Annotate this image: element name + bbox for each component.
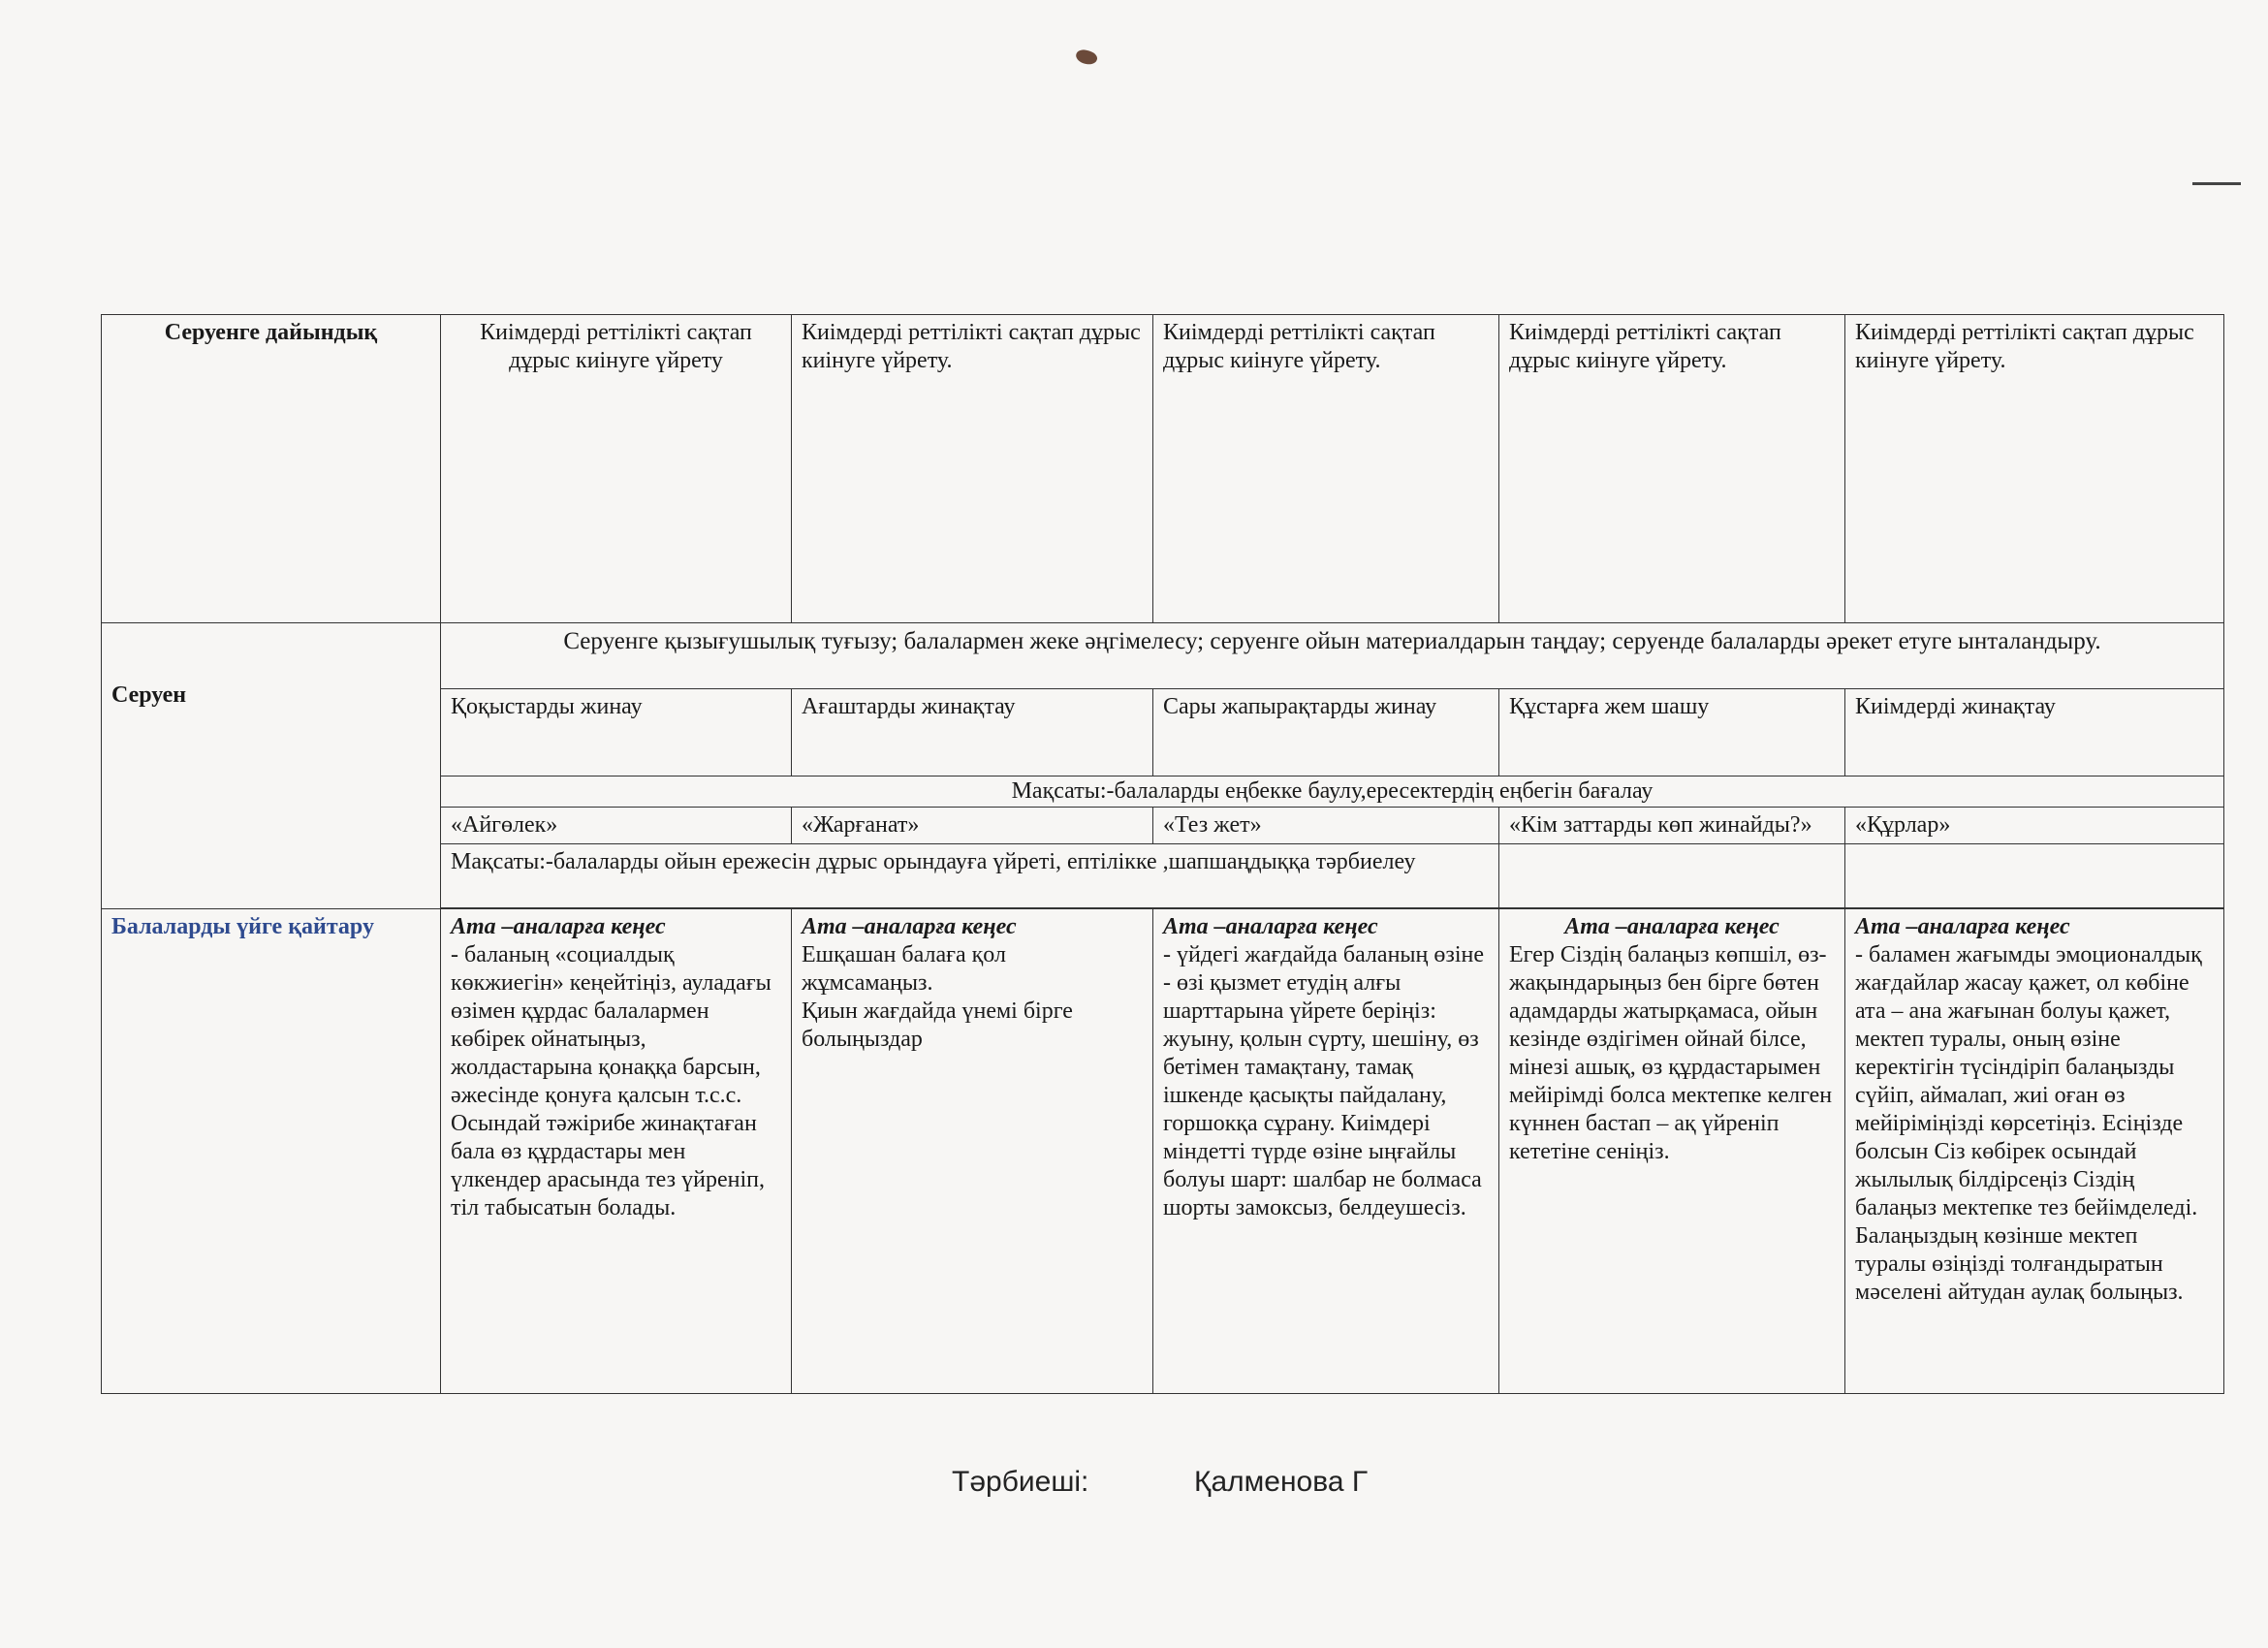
walk-task-4: Құстарға жем шашу (1499, 689, 1845, 776)
walk-prep-cell-4: Киімдерді реттілікті сақтап дұрыс киінуге үйрету. (1499, 315, 1845, 623)
advice-title: Ата –аналарға кеңес (451, 914, 666, 939)
walk-game-1: «Айгөлек» (441, 808, 792, 844)
walk-game-5: «Құрлар» (1845, 808, 2224, 844)
daily-plan-table (101, 314, 2224, 1394)
game-goal-empty-1 (1499, 844, 1845, 908)
row-label-walk-prep: Серуенге дайындық (102, 315, 441, 623)
advice-body: Егер Сіздің балаңыз көпшіл, өз-жақындарыңыз бен бірге бөтен адамдарды жатырқамаса, ойын кезінде өздігімен ойнай білсе, мінезі ашық, өз құрдастарымен мейірімді болса мектепке келген күннен бастап – ақ үйреніп кететіне сеніңіз. (1509, 942, 1833, 1164)
educator-role: Тәрбиеші: (952, 1466, 1089, 1498)
walk-prep-cell-3: Киімдерді реттілікті сақтап дұрыс киінуге үйрету. (1153, 315, 1499, 623)
educator-name: Қалменова Г (1194, 1466, 1369, 1498)
walk-task-1: Қоқыстарды жинау (441, 689, 792, 776)
game-goal-empty-2 (1845, 844, 2224, 908)
walk-task-2: Ағаштарды жинақтау (792, 689, 1153, 776)
walk-task-5: Киімдерді жинақтау (1845, 689, 2224, 776)
row-home (102, 909, 2224, 1394)
advice-title: Ата –аналарға кеңес (802, 914, 1017, 939)
advice-body: Ешқашан балаға қол жұмсамаңыз. Қиын жағдайда үнемі бірге болыңыздар (802, 942, 1073, 1052)
row-label-home: Балаларды үйге қайтару (102, 909, 441, 1394)
advice-body: - үйдегі жағдайда баланың өзіне - өзі қызмет етудің алғы шарттарына үйрете беріңіз: жуыну, қолын сүрту, шешіну, өз бетімен тамақтану, тамақ ішкенде қасықты пайдалану, горшокқа сұрану. Киімдері міндетті түрде өзіне ыңғайлы болуы шарт: шалбар не болмаса шорты замоксыз, белдеушесіз. (1163, 942, 1485, 1220)
walk-task-3: Сары жапырақтарды жинау (1153, 689, 1499, 776)
game-goal: Мақсаты:-балаларды ойын ережесін дұрыс орындауға үйреті, ептілікке ,шапшаңдыққа тәрбиелеу (441, 844, 1499, 908)
advice-title: Ата –аналарға кеңес (1855, 914, 2070, 939)
advice-body: - баламен жағымды эмоционалдық жағдайлар жасау қажет, ол көбіне ата – ана жағынан болуы қажет, мектеп туралы, оның өзіне керектігін түсіндіріп балаңызды сүйіп, аймалап, жиі оған өз мейіріміңізді көрсетіңіз. Есіңізде болсын Сіз көбірек осындай жылылық білдірсеңіз Сіздің балаңыз мектепке тез бейімделеді. Балаңыздың көзінше мектеп туралы өзіңізді толғандыратын мәселені айтудан аулақ болыңыз. (1855, 942, 2202, 1305)
walk-prep-cell-2: Киімдерді реттілікті сақтап дұрыс киінуге үйрету. (792, 315, 1153, 623)
scan-speck (1074, 48, 1098, 68)
walk-game-2: «Жарғанат» (792, 808, 1153, 844)
advice-body: - баланың «социалдық көкжиегін» кеңейтіңіз, ауладағы өзімен құрдас балалармен көбірек ойнатыңыз, жолдастарына қонаққа барсын, әжесінде қонуға қалсын т.с.с. Осындай тәжірибе жинақтаған бала өз құрдастары мен үлкендер арасында тез үйреніп, тіл табысатын болады. (451, 942, 772, 1220)
home-cell-5 (1845, 909, 2224, 1394)
walk-intro: Серуенге қызығушылық туғызу; балалармен жеке әңгімелесу; серуенге ойын материалдарын таңдау; серуенде балаларды әрекет етуге ынталандыру. (441, 623, 2224, 689)
advice-title: Ата –аналарға кеңес (1564, 914, 1780, 939)
advice-title: Ата –аналарға кеңес (1163, 914, 1378, 939)
signature-line (952, 1466, 1369, 1499)
row-walk-prep (102, 315, 2224, 623)
walk-game-4: «Кім заттарды көп жинайды?» (1499, 808, 1845, 844)
home-cell-1 (441, 909, 792, 1394)
home-cell-3 (1153, 909, 1499, 1394)
home-cell-2 (792, 909, 1153, 1394)
walk-game-3: «Тез жет» (1153, 808, 1499, 844)
home-cell-4 (1499, 909, 1845, 1394)
row-label-walk (102, 623, 441, 909)
scan-mark (2192, 182, 2241, 185)
labor-goal: Мақсаты:-балаларды еңбекке баулу,ересектердің еңбегін бағалау (441, 776, 2224, 808)
walk-prep-cell-1: Киімдерді реттілікті сақтап дұрыс киінуге үйрету (441, 315, 792, 623)
walk-prep-cell-5: Киімдерді реттілікті сақтап дұрыс киінуге үйрету. (1845, 315, 2224, 623)
row-walk-intro (102, 623, 2224, 689)
walk-label: Серуен (111, 682, 187, 708)
